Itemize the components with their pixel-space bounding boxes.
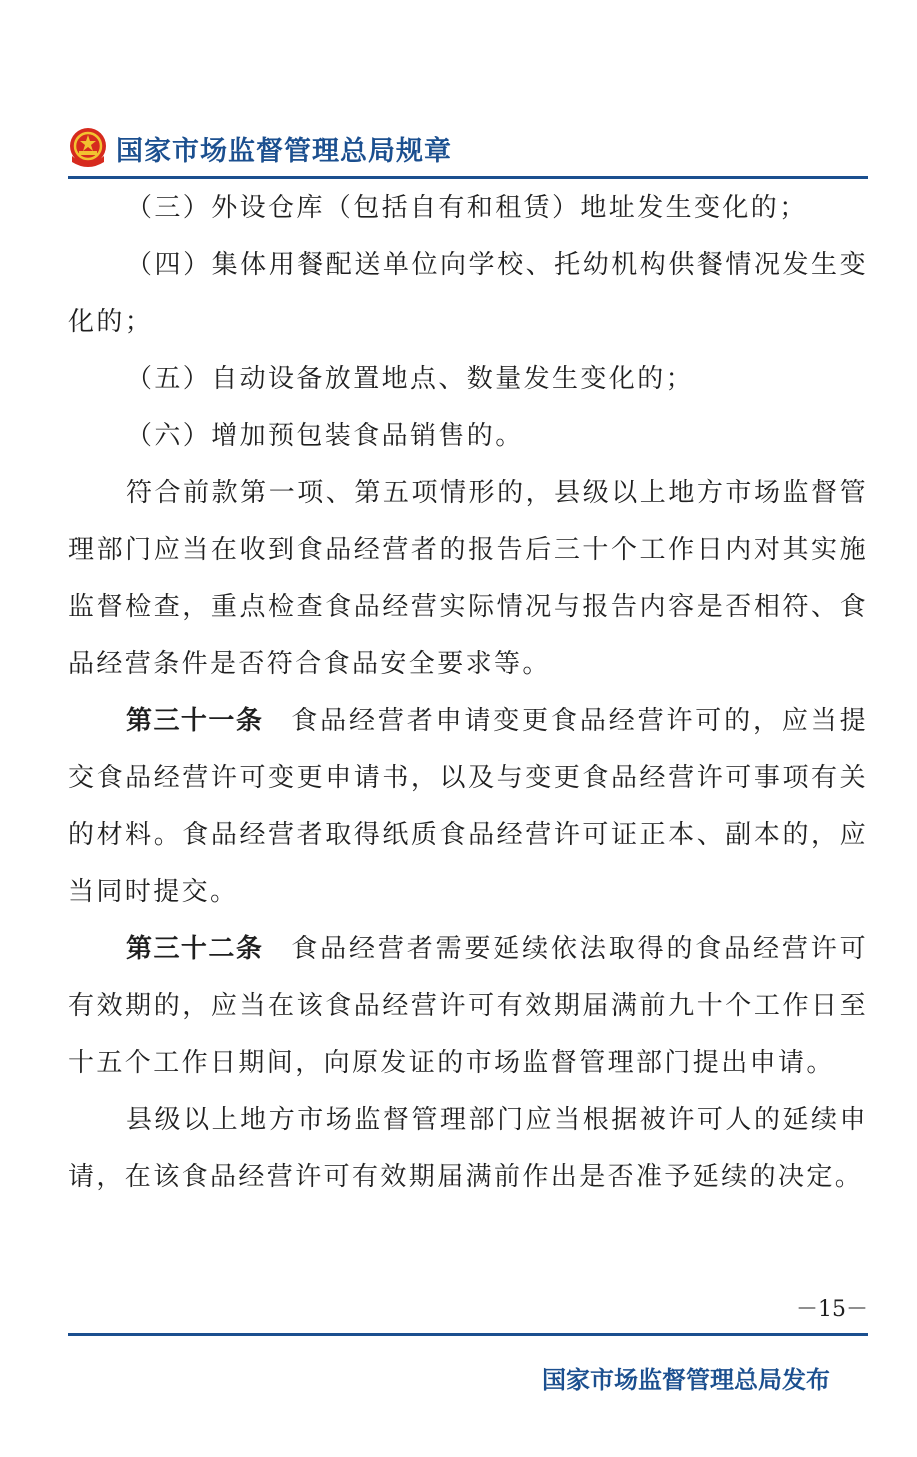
article-31-text: 食品经营者申请变更食品经营许可的，应当提交食品经营许可变更申请书，以及与变更食品经营许可事项有关的材料。食品经营者取得纸质食品经营许可证正本、副本的，应当同时提交。 bbox=[68, 706, 868, 907]
header-title: 国家市场监督管理总局规章 bbox=[116, 135, 452, 167]
page-number: －15－ bbox=[796, 1297, 868, 1322]
header-divider bbox=[68, 176, 868, 179]
footer-divider bbox=[68, 1333, 868, 1336]
clause-3: （三）外设仓库（包括自有和租赁）地址发生变化的； bbox=[126, 193, 808, 223]
article-32-heading: 第三十二条 bbox=[126, 934, 264, 964]
article-31-heading: 第三十一条 bbox=[126, 706, 264, 736]
paragraph-inspection: 符合前款第一项、第五项情形的，县级以上地方市场监督管理部门应当在收到食品经营者的报告后三十个工作日内对其实施监督检查，重点检查食品经营实际情况与报告内容是否相符、食品经营条件是否符合食品安全要求等。 bbox=[68, 478, 868, 679]
article-32-text: 食品经营者需要延续依法取得的食品经营许可有效期的，应当在该食品经营许可有效期届满前九十个工作日至十五个工作日期间，向原发证的市场监督管理部门提出申请。 bbox=[68, 934, 868, 1078]
article-32 bbox=[68, 921, 868, 1092]
article-31 bbox=[68, 693, 868, 921]
document-header bbox=[68, 120, 868, 176]
clause-4: （四）集体用餐配送单位向学校、托幼机构供餐情况发生变化的； bbox=[68, 250, 868, 337]
national-emblem-icon bbox=[68, 126, 108, 170]
document-body bbox=[68, 180, 868, 1206]
clause-5: （五）自动设备放置地点、数量发生变化的； bbox=[126, 364, 695, 394]
footer-publisher: 国家市场监督管理总局发布 bbox=[542, 1366, 830, 1394]
paragraph-renewal-decision: 县级以上地方市场监督管理部门应当根据被许可人的延续申请，在该食品经营许可有效期届满前作出是否准予延续的决定。 bbox=[68, 1105, 868, 1192]
clause-6: （六）增加预包装食品销售的。 bbox=[126, 421, 524, 451]
